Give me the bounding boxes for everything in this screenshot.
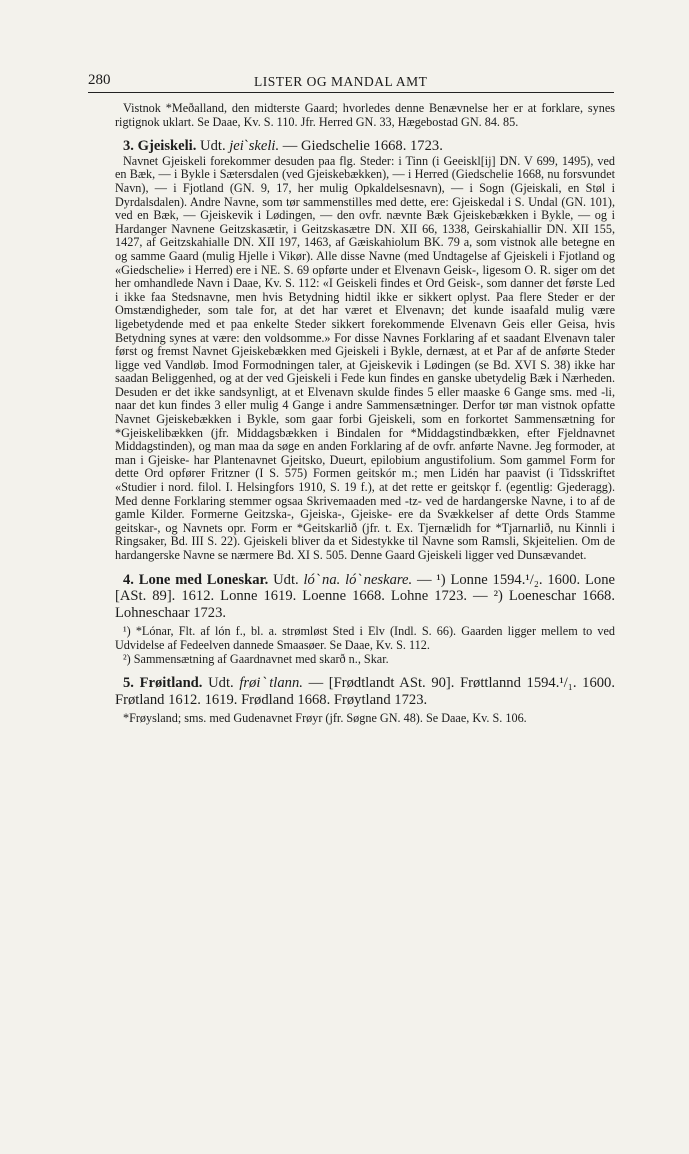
entry-3-forms: — Giedschelie 1668. 1723. xyxy=(282,138,443,155)
entry-3-number: 3. xyxy=(123,138,134,155)
entry-5-name: Frøitland. xyxy=(139,675,203,692)
entry-3-body: Navnet Gjeiskeli forekommer desuden paa flg. Steder: i Tinn (i Geeiskl[ij] DN. V 699, 1495), ved en Bæk, — i Bykle i Sætersdalen (ved Gjeiskebækken), — i Herred (Giedschelie 1668, nu forsvundet Navn), — i Fjotland (GN. 9, 17, her mulig Opkaldelsesnavn), — i Sogn (Gjeiskali, en Støl i Dyrdalsdalen). Andre Navne, som tør sammenstilles med dette, ere: Gjeiskedal i S. Undal (GN. 101), ved en Bæk, — Gjeiskevik i Lødingen, — den ovfr. nævnte Bæk Gjeiskebækken i Bykle, — og i Hardanger Navnene Geitzskasætir, i Geitzskasætre DN. XII 66, 1338, Geirskahiallir DN. XII 155, 1427, af Geitzskahialle DN. XII 197, 1463, af Gæiskahiolum BK. 79 a, som vistnok alle betegne en og samme Gaard (mulig Hjelle i Vikør). Alle disse Navne (med Undtagelse af Gjeiskeli i Fjotland og «Giedschelie» i Herred) ere i NE. S. 69 opførte under et Elvenavn Geisk-, ligesom O. R. siger om det her omhandlede Navn i Daae, Kv. S. 112: «I Geiskeli findes et Ord Geisk-, som danner det første Led i ikke faa Stedsnavne, men hvis Betydning hidtil ikke er sikkert oplyst. Paa flere Steder er der Omstændigheder, som tale for, at det har været et Elvenavn; det kunde isaafald mulig være ligebetydende med et paa enkelte Steder sikkert forekommende Elvenavn Geis eller Geisa, hvis Betydning synes at være: den voldsomme.» For disse Navnes Forklaring af et saadant Elvenavn taler først og fremst Navnet Gjeiskebækken med Gjeiskeli i Bykle, dernæst, at et Par af de anførte Steder ligge ved Vandløb. Imod Formodningen taler, at Gjeiskevik i Lødingen (se Bd. XVI S. 38) ikke har saadan Beliggenhed, og at der ved Gjeiskeli i Fede kun findes en ganske ubetydelig Bæk i Nærheden. Desuden er det ikke sandsynligt, at et Elvenavn skulde findes 5 eller maaske 6 Gange sms. med -li, naar det kun findes 3 eller mulig 4 Gange i andre Sammensætninger. Derfor tør man vistnok opfatte Navnet Gjeiskebækken i Bykle, som gaar forbi Gjeiskeli, som en forkortet Sammensætning for *Gjeiskelibækken (jfr. Middagsbækken i Bindalen for *Middagstindbækken, efter Fjeldnavnet Middagstinden), og man maa da søge en anden Forklaring af de ovfr. anførte Navne. Jeg formoder, at man i Gjeiske- har Plantenavnet Gjeitsko, Dueurt, epilobium angustifolium. Som gammel Form for dette Ord opfører Fritzner (I S. 575) Formen geitskór m.; men Lidén har paavist (i Tidsskriftet «Studier i nord. filol. I. Helsingfors 1910, S. 19 f.), at det rette er geitskǫr f. (egentlig: Gjederagg). Med denne Forklaring stemmer ogsaa Skrivemaaden med -tz- ved de hardangerske Navne, i to af de gamle Kilder. Formerne Geitzska-, Gjeiska-, Gjeiske- ere da Svækkelser af dette Ords Stamme geitskar-, og Navnets opr. Form er *Geitskarlið (jfr. t. Ex. Tjernælidh for *Tjarnarlið, nu Kinnli i Ringsaker, Bd. III S. 22). Gjeiskeli bliver da et Sidestykke til Navne som Ramsli, Skjeitelien. Om de hardangerske Navne se nærmere Bd. XI S. 505. Denne Gaard Gjeiskeli ligger ved Dunsævandet. xyxy=(115,153,615,562)
entry-4-udt-label: Udt. xyxy=(273,571,299,588)
entry-4-name: Lone med Loneskar. xyxy=(138,571,269,588)
entry-4-number: 4. xyxy=(123,571,134,588)
intro-paragraph: Vistnok *Meðalland, den midterste Gaard; hvorledes denne Benævnelse her er at forklare, synes rigtignok uklart. Se Daae, Kv. S. 110. Jfr. Herred GN. 33, Hægebostad GN. 84. 85. xyxy=(115,101,615,129)
entry-4-pronunciation: lóˋna. lóˋneskare. xyxy=(303,571,413,588)
entry-5-heading xyxy=(115,675,615,708)
entry-5-number: 5. xyxy=(123,675,134,692)
entry-4-heading xyxy=(115,572,615,622)
entry-3-udt-label: Udt. xyxy=(200,138,226,155)
entry-4-forms: — ¹) Lonne 1594.¹/₂. 1600. Lone [ASt. 89]. 1612. Lonne 1619. Loenne 1668. Lohne 1723. — ²) Loeneschar 1668. Lohneschaar 1723. xyxy=(115,571,616,621)
running-title: LISTER OG MANDAL AMT xyxy=(254,74,428,89)
entry-3-heading xyxy=(115,138,615,155)
entry-5-udt-label: Udt. xyxy=(208,675,234,692)
entry-4-note-2: ²) Sammensætning af Gaardnavnet med skarð n., Skar. xyxy=(123,651,389,666)
page-body xyxy=(115,102,615,726)
entry-5-pronunciation: frøiˋtlann. xyxy=(239,675,303,692)
page-number: 280 xyxy=(88,72,111,88)
entry-5-note-1: *Frøysland; sms. med Gudenavnet Frøyr (jfr. Søgne GN. 48). Se Daae, Kv. S. 106. xyxy=(123,711,527,726)
entry-3-name: Gjeiskeli. xyxy=(137,138,197,155)
entry-3-pronunciation: jeiˋskeli. xyxy=(229,138,280,155)
entry-4-note-1: ¹) *Lónar, Flt. af lón f., bl. a. strømløst Sted i Elv (Indl. S. 66). Gaarden ligger mellem to ved Udvidelse af Fedeelven dannede Smaasøer. Se Daae, Kv. S. 112. xyxy=(115,624,615,652)
page-header xyxy=(88,72,614,93)
entry-5-forms: — [Frødtlandt ASt. 90]. Frøttlannd 1594.¹/₁. 1600. Frøtland 1612. 1619. Frødland 1668. Frøytland 1723. xyxy=(115,675,616,708)
